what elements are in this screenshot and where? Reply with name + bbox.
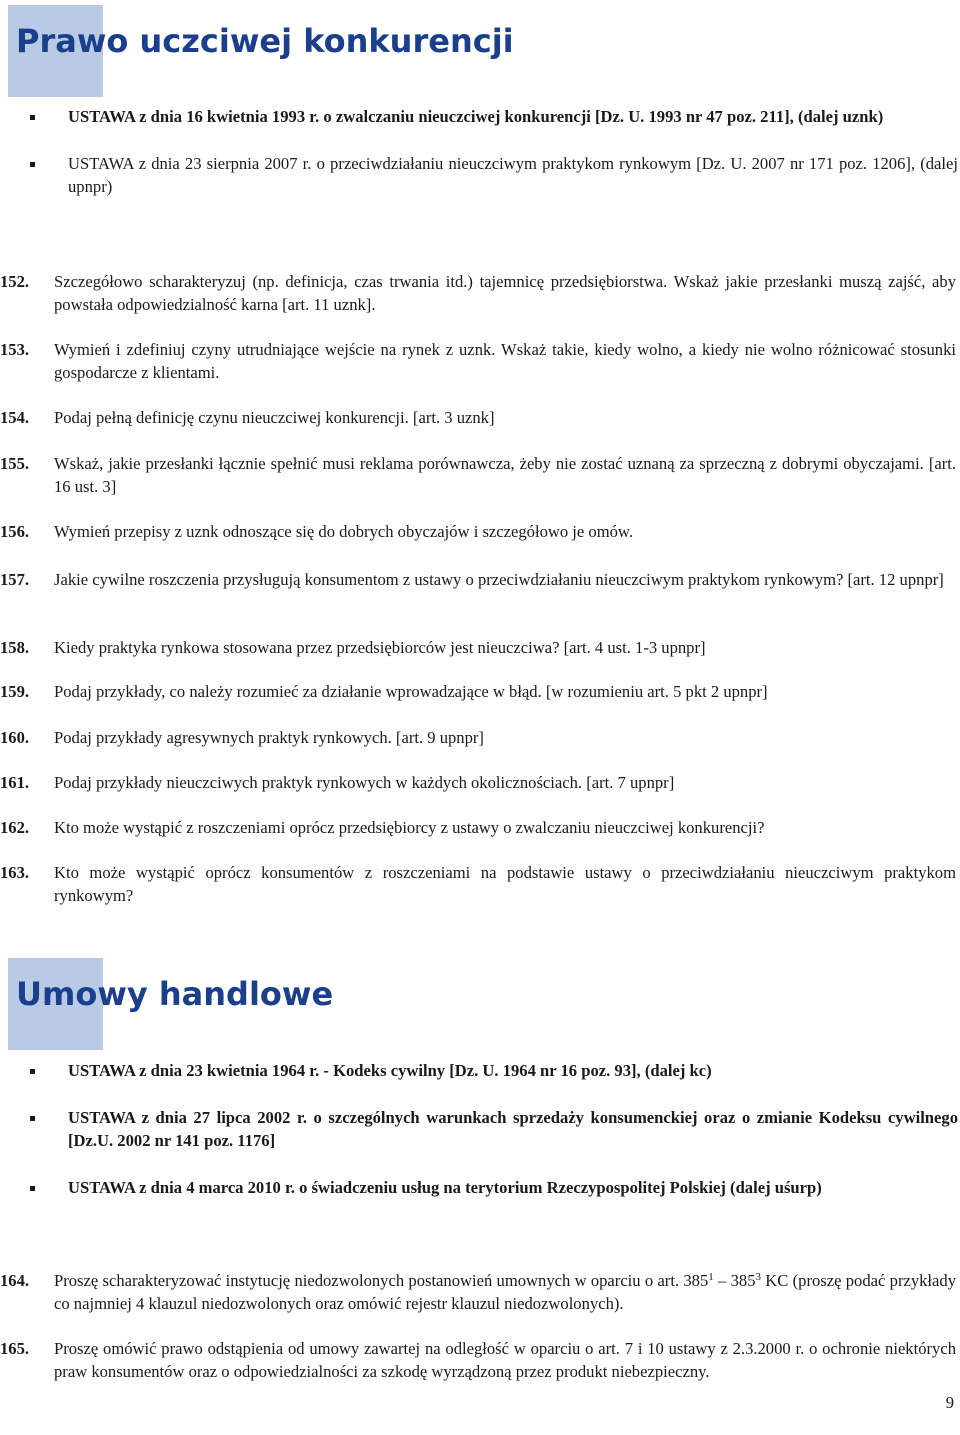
- superscript: 3: [755, 1271, 762, 1283]
- question-item: [0, 680, 956, 703]
- bullet-icon: [30, 162, 35, 167]
- question-text: Podaj przykłady agresywnych praktyk rynkowych. [art. 9 upnpr]: [54, 728, 484, 747]
- question-item: [0, 861, 956, 907]
- question-text: Kto może wystąpić oprócz konsumentów z roszczeniami na podstawie ustawy o przeciwdziałaniu nieuczciwym praktykom rynkowym?: [54, 863, 956, 905]
- question-text: Wskaż, jakie przesłanki łącznie spełnić musi reklama porównawcza, żeby nie zostać uznaną za sprzeczną z dobrymi obyczajami. [art. 16 ust. 3]: [54, 454, 956, 496]
- question-item: [0, 771, 956, 794]
- question-text: Podaj przykłady nieuczciwych praktyk rynkowych w każdych okolicznościach. [art. 7 upnpr]: [54, 773, 675, 792]
- bullet-icon: [30, 115, 35, 120]
- law-item: [30, 1176, 958, 1199]
- law-item: [30, 152, 958, 198]
- question-text: Proszę omówić prawo odstąpienia od umowy zawartej na odległość w oparciu o art. 7 i 10 ustawy z 2.3.2000 r. o ochronie niektórych praw konsumentów oraz o odpowiedzialności za szkodę wyrządzoną przez produkt niebezpieczny.: [54, 1339, 956, 1381]
- question-number: 162.: [0, 818, 30, 837]
- question-number: 156.: [0, 522, 30, 541]
- question-number: 161.: [0, 773, 30, 792]
- question-item: [0, 338, 956, 384]
- question-number: 163.: [0, 863, 30, 882]
- question-text: Jakie cywilne roszczenia przysługują konsumentom z ustawy o przeciwdziałaniu nieuczciwym praktykom rynkowym? [art. 12 upnpr]: [54, 570, 944, 589]
- section-title: Prawo uczciwej konkurencji: [16, 22, 514, 60]
- question-item: [0, 270, 956, 316]
- page-number: 9: [945, 1393, 954, 1412]
- question-number: 159.: [0, 682, 30, 701]
- question-item: [0, 568, 956, 591]
- question-number: 158.: [0, 638, 30, 657]
- bullet-icon: [30, 1186, 35, 1191]
- question-text-part: KC (proszę podać przykłady co najmniej 4 klauzul niedozwolonych oraz omówić rejestr klauzul niedozwolonych).: [54, 1271, 957, 1313]
- section-heading-competition: [8, 5, 908, 97]
- question-item: [0, 636, 956, 659]
- question-item: [0, 520, 956, 543]
- bullet-icon: [30, 1069, 35, 1074]
- question-item: [0, 1337, 956, 1383]
- question-item: [0, 726, 956, 749]
- law-text: USTAWA z dnia 23 sierpnia 2007 r. o przeciwdziałaniu nieuczciwym praktykom rynkowym [Dz. U. 2007 nr 171 poz. 1206], (dalej upnpr): [68, 154, 958, 196]
- law-text: USTAWA z dnia 27 lipca 2002 r. o szczególnych warunkach sprzedaży konsumenckiej oraz o zmianie Kodeksu cywilnego [Dz.U. 2002 nr 141 poz. 1176]: [68, 1108, 958, 1150]
- question-text: Szczegółowo scharakteryzuj (np. definicja, czas trwania itd.) tajemnicę przedsiębiorstwa. Wskaż jakie przesłanki muszą zajść, aby powstała odpowiedzialność karna [art. 11 uznk].: [54, 272, 956, 314]
- law-list-contracts: [30, 1059, 958, 1199]
- law-list-competition: [30, 105, 958, 198]
- section-heading-contracts: [8, 958, 908, 1050]
- question-text-part: Proszę scharakteryzować instytucję niedozwolonych postanowień umownych w oparciu o art. 385: [54, 1271, 709, 1290]
- superscript: 1: [708, 1271, 714, 1283]
- question-item: [0, 452, 956, 498]
- question-text: Kiedy praktyka rynkowa stosowana przez przedsiębiorców jest nieuczciwa? [art. 4 ust. 1-3 upnpr]: [54, 638, 706, 657]
- question-text: Podaj pełną definicję czynu nieuczciwej konkurencji. [art. 3 uznk]: [54, 408, 495, 427]
- question-text-part: – 385: [713, 1271, 756, 1290]
- law-item: [30, 105, 958, 128]
- law-item: [30, 1106, 958, 1152]
- question-number: 155.: [0, 454, 30, 473]
- question-number: 153.: [0, 340, 30, 359]
- question-number: 165.: [0, 1339, 30, 1358]
- question-item: [0, 816, 956, 839]
- question-text: [54, 1269, 956, 1315]
- question-number: 164.: [0, 1271, 30, 1290]
- question-text: Kto może wystąpić z roszczeniami oprócz przedsiębiorcy z ustawy o zwalczaniu nieuczciwej konkurencji?: [54, 818, 765, 837]
- question-text: Podaj przykłady, co należy rozumieć za działanie wprowadzające w błąd. [w rozumieniu art. 5 pkt 2 upnpr]: [54, 682, 768, 701]
- question-text: Wymień i zdefiniuj czyny utrudniające wejście na rynek z uznk. Wskaż takie, kiedy wolno, a kiedy nie wolno różnicować stosunki gospodarcze z klientami.: [54, 340, 956, 382]
- question-number: 160.: [0, 728, 30, 747]
- law-text: USTAWA z dnia 4 marca 2010 r. o świadczeniu usług na terytorium Rzeczypospolitej Polskiej (dalej uśurp): [68, 1178, 822, 1197]
- question-item: [0, 1269, 956, 1315]
- question-number: 154.: [0, 408, 30, 427]
- question-number: 157.: [0, 570, 30, 589]
- law-text: USTAWA z dnia 16 kwietnia 1993 r. o zwalczaniu nieuczciwej konkurencji [Dz. U. 1993 nr 47 poz. 211], (dalej uznk): [68, 107, 884, 126]
- question-item: [0, 406, 956, 429]
- law-item: [30, 1059, 958, 1082]
- bullet-icon: [30, 1116, 35, 1121]
- law-text: USTAWA z dnia 23 kwietnia 1964 r. - Kodeks cywilny [Dz. U. 1964 nr 16 poz. 93], (dalej kc): [68, 1061, 712, 1080]
- question-text: Wymień przepisy z uznk odnoszące się do dobrych obyczajów i szczegółowo je omów.: [54, 522, 633, 541]
- section-title: Umowy handlowe: [16, 975, 334, 1013]
- question-number: 152.: [0, 272, 30, 291]
